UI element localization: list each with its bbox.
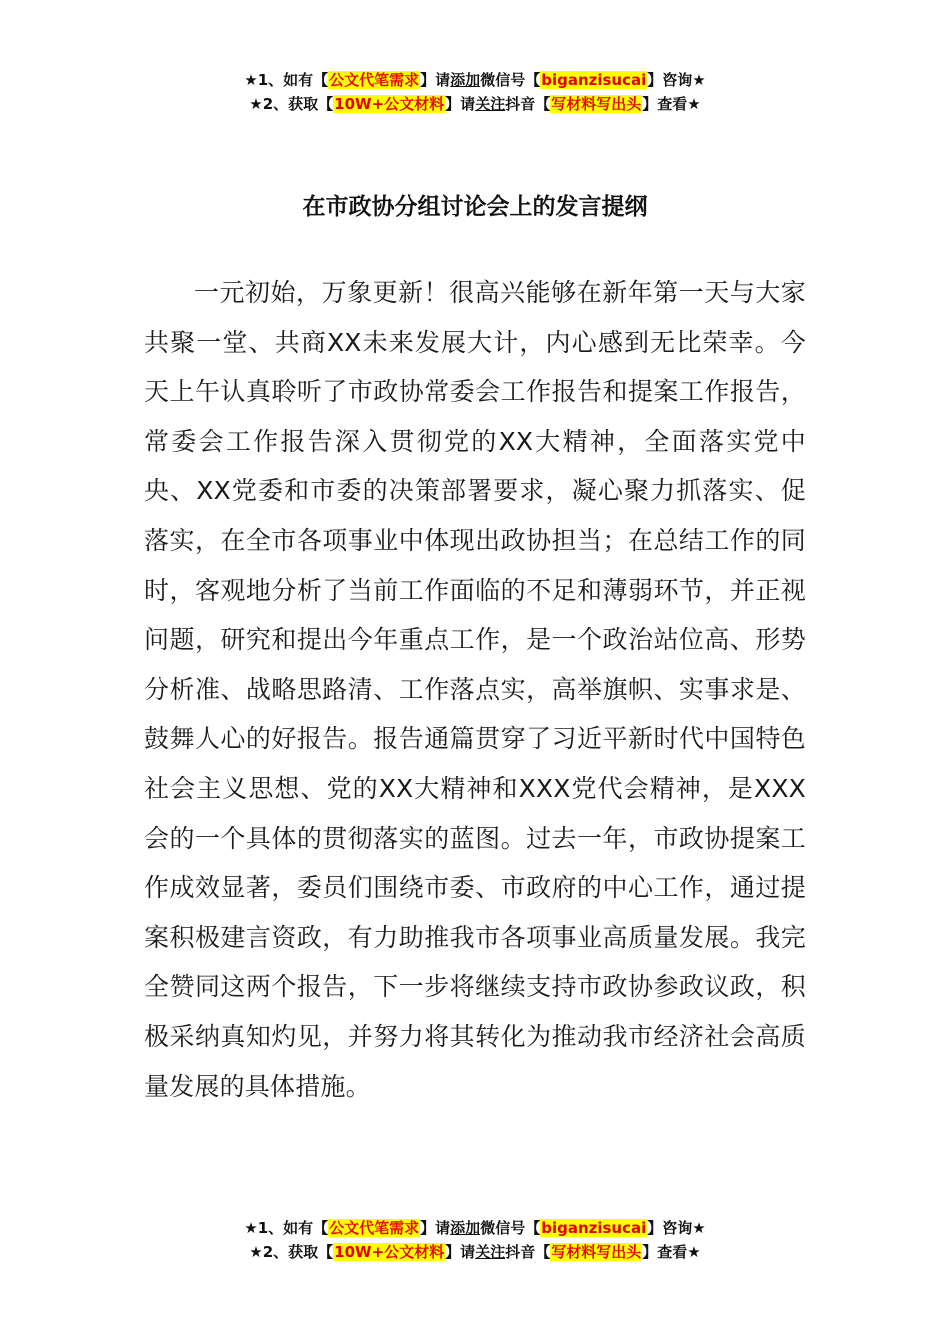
highlight-douyin-account: 写材料写出头 xyxy=(551,1243,642,1261)
banner-text: 】请 xyxy=(445,95,476,113)
highlight-douyin-account: 写材料写出头 xyxy=(551,95,642,113)
star-icon: ★ xyxy=(244,1219,258,1237)
highlight-wechat-id: biganzisucai xyxy=(541,71,647,89)
highlight-service: 公文代笔需求 xyxy=(329,71,420,89)
document-title: 在市政协分组讨论会上的发言提纲 xyxy=(302,194,648,220)
star-icon: ★ xyxy=(692,71,706,89)
banner-text: 微信号【 xyxy=(480,1219,541,1237)
banner-text: 】请 xyxy=(420,71,451,89)
highlight-service: 公文代笔需求 xyxy=(329,1219,420,1237)
banner-text: 】请 xyxy=(420,1219,451,1237)
underlined-text: 关注 xyxy=(475,95,506,113)
banner-text: 抖音【 xyxy=(505,1243,551,1261)
banner-text: 】咨询 xyxy=(647,1219,693,1237)
highlight-wechat-id: biganzisucai xyxy=(541,1219,647,1237)
star-icon: ★ xyxy=(249,95,263,113)
banner-text: 2、获取【 xyxy=(262,1243,334,1261)
highlight-materials: 10W+公文材料 xyxy=(334,1243,445,1261)
highlight-materials: 10W+公文材料 xyxy=(334,95,445,113)
underlined-text: 添加 xyxy=(450,1219,481,1237)
underlined-text: 添加 xyxy=(450,71,481,89)
banner-text: 】请 xyxy=(445,1243,476,1261)
star-icon: ★ xyxy=(249,1243,263,1261)
banner-line-2 xyxy=(0,1240,950,1264)
star-icon: ★ xyxy=(692,1219,706,1237)
footer-banner xyxy=(0,1216,950,1264)
banner-text: 】咨询 xyxy=(647,71,693,89)
banner-line-2 xyxy=(0,92,950,116)
banner-text: 1、如有【 xyxy=(257,1219,329,1237)
banner-text: 微信号【 xyxy=(480,71,541,89)
underlined-text: 关注 xyxy=(475,1243,506,1261)
banner-text: 】查看 xyxy=(642,1243,688,1261)
banner-text: 】查看 xyxy=(642,95,688,113)
header-banner xyxy=(0,68,950,116)
banner-line-1 xyxy=(0,68,950,92)
star-icon: ★ xyxy=(244,71,258,89)
banner-text: 抖音【 xyxy=(505,95,551,113)
banner-text: 1、如有【 xyxy=(257,71,329,89)
star-icon: ★ xyxy=(687,95,701,113)
banner-text: 2、获取【 xyxy=(262,95,334,113)
document-paragraph: 一元初始，万象更新！很高兴能够在新年第一天与大家共聚一堂、共商XX未来发展大计，内心感到无比荣幸。今天上午认真聆听了市政协常委会工作报告和提案工作报告，常委会工作报告深入贯彻党的XX大精神，全面落实党中央、XX党委和市委的决策部署要求，凝心聚力抓落实、促落实，在全市各项事业中体现出政协担当；在总结工作的同时，客观地分析了当前工作面临的不足和薄弱环节，并正视问题，研究和提出今年重点工作，是一个政治站位高、形势分析准、战略思路清、工作落点实，高举旗帜、实事求是、鼓舞人心的好报告。报告通篇贯穿了习近平新时代中国特色社会主义思想、党的XX大精神和XXX党代会精神，是XXX会的一个具体的贯彻落实的蓝图。过去一年，市政协提案工作成效显著，委员们围绕市委、市政府的中心工作，通过提案积极建言资政，有力助推我市各项事业高质量发展。我完全赞同这两个报告，下一步将继续支持市政协参政议政，积极采纳真知灼见，并努力将其转化为推动我市经济社会高质量发展的具体措施。 xyxy=(144,278,806,1101)
banner-line-1 xyxy=(0,1216,950,1240)
star-icon: ★ xyxy=(687,1243,701,1261)
